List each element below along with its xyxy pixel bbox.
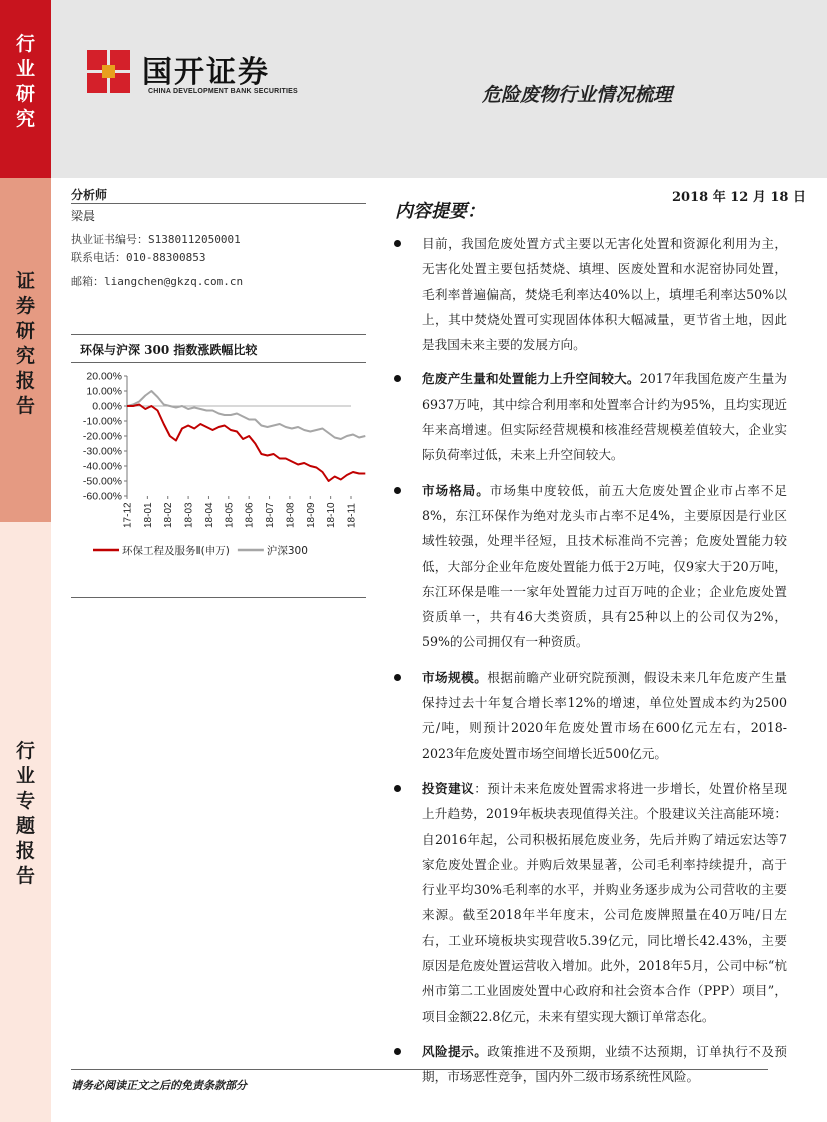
- y-tick-label: 10.00%: [86, 385, 122, 398]
- y-axis: [83, 371, 127, 503]
- report-title: 危险废物行业情况梳理: [482, 84, 673, 106]
- summary-title: 内容提要：: [395, 201, 485, 222]
- chart-title: 环保与沪深 300 指数涨跌幅比较: [80, 343, 258, 357]
- company-name-en: CHINA DEVELOPMENT BANK SECURITIES: [148, 88, 298, 95]
- analyst-email[interactable]: 邮箱：liangchen@gkzq.com.cn: [71, 275, 244, 288]
- y-tick-label: 20.00%: [86, 370, 122, 383]
- side-label-char: 题: [15, 815, 35, 837]
- x-tick-label: 17-12: [122, 502, 134, 528]
- side-label-char: 研: [15, 320, 35, 342]
- bullet-text: 2017年我国危废产生量为6937万吨，其中综合利用率和处置率合计约为95%，且均实现近年来高增速。但实际经营规模和核准经营规模差值较大，企业实际负荷率过低，未来上升空间较大。: [422, 371, 788, 463]
- bullet-lead: 风险提示。: [422, 1043, 488, 1059]
- side-label-char: 证: [15, 270, 35, 292]
- bullet-text: 政策推进不及预期，业绩不达预期，订单执行不及预期，市场恶性竞争，国内外二级市场系统性风险。: [422, 1043, 788, 1085]
- side-label-char: 业: [15, 58, 35, 80]
- divider: [71, 362, 366, 363]
- side-label-char: 行: [15, 740, 35, 762]
- x-tick-label: 18-09: [305, 502, 317, 528]
- y-tick-label: 0.00%: [92, 400, 122, 413]
- company-logo-icon: [87, 50, 130, 93]
- divider: [71, 203, 366, 204]
- summary-bullet: [393, 231, 787, 357]
- side-label-char: 业: [15, 765, 35, 787]
- side-label-special-report: [0, 742, 51, 892]
- x-tick-label: 18-03: [183, 502, 195, 528]
- summary-bullet: [393, 776, 787, 1029]
- legend-label: 沪深300: [266, 545, 308, 557]
- bullet-text: 根据前瞻产业研究院预测，假设未来几年危废产生量保持过去十年复合增长率12%的增速，单位处置成本约为2500元/吨，则预计2020年危废处置市场在600亿元左右，2018-2023年危废处置市场空间增长近500亿元。: [422, 669, 788, 761]
- bullet-text: 目前，我国危废处置方式主要以无害化处置和资源化利用为主，无害化处置主要包括焚烧、填埋、医废处置和水泥窑协同处置，毛利率普遍偏高，焚烧毛利率达40%以上，填埋毛利率达50%以上，其中焚烧处置可实现固体体积大幅减量，更节省土地，因此是我国未来主要的发展方向。: [422, 236, 787, 353]
- company-name-cn: 国开证券: [142, 55, 270, 90]
- series-line: [127, 405, 365, 482]
- disclaimer-note: 请务必阅读正文之后的免责条款部分: [71, 1079, 247, 1092]
- y-tick-label: -40.00%: [82, 460, 122, 473]
- bullet-text: 市场集中度较低，前五大危废处置企业市占率不足8%，东江环保作为绝对龙头市占率不足4%，主要原因是行业区域性较强，处理半径短，且技术标准尚不完善；危废处置能力较低，大部分企业年危废处置能力低于2万吨，仅9家大于20万吨，东江环保是唯一一家年处置能力过百万吨的企业；企业危废处置资质单一，共有46大类资质，具有25种以上的公司仅为2%，59%的公司拥仅有一种资质。: [422, 482, 788, 650]
- x-tick-label: 18-06: [244, 502, 256, 528]
- side-label-char: 研: [15, 83, 35, 105]
- bullet-dot-icon: [394, 240, 401, 247]
- side-label-char: 专: [15, 790, 35, 812]
- chart-series: [127, 391, 365, 481]
- x-tick-label: 18-11: [346, 503, 358, 528]
- bullet-dot-icon: [394, 375, 401, 382]
- report-date: 2018 年 12 月 18 日: [672, 190, 806, 205]
- side-label-securities-report: [0, 272, 51, 422]
- x-tick-label: 18-01: [142, 502, 154, 528]
- x-tick-label: 18-02: [163, 502, 175, 528]
- y-tick-label: -50.00%: [82, 475, 122, 488]
- x-tick-label: 18-10: [326, 502, 338, 528]
- bullet-lead: 市场规模。: [422, 669, 488, 685]
- x-tick-label: 18-04: [203, 502, 215, 528]
- summary-bullet: [393, 366, 787, 467]
- y-tick-label: -10.00%: [82, 415, 122, 428]
- divider: [71, 334, 366, 335]
- analyst-name: 梁晨: [71, 209, 96, 223]
- bullet-lead: 投资建议: [422, 780, 475, 796]
- index-comparison-chart: [71, 366, 366, 566]
- side-label-char: 报: [15, 840, 35, 862]
- side-label-char: 告: [15, 865, 35, 887]
- bullet-text: ：预计未来危废处置需求将进一步增长，处置价格呈现上升趋势，2019年板块表现值得关注。个股建议关注高能环境：自2016年起，公司积极拓展危废业务，先后并购了靖远宏达等7家危废处置企业。并购后效果显著，公司毛利率持续提升，高于行业平均30%毛利率的水平，并购业务逐步成为公司营收的主要来源。截至2018年半年度末，公司危废牌照量在40万吨/日左右，工业环境板块实现营收5.39亿元，同比增长42.43%，主要原因是危废处置运营收入增加。此外，2018年5月，公司中标“杭州市第二工业固废处置中心政府和社会资本合作（PPP）项目”，项目金额22.8亿元，未来有望实现大额订单常态化。: [422, 780, 788, 1024]
- divider: [71, 597, 366, 598]
- analyst-label: 分析师: [71, 188, 108, 202]
- legend-label: 环保工程及服务Ⅱ(申万): [122, 545, 230, 557]
- bullet-dot-icon: [394, 785, 401, 792]
- x-axis: [123, 406, 358, 528]
- bullet-dot-icon: [394, 487, 401, 494]
- bullet-dot-icon: [394, 674, 401, 681]
- side-label-char: 究: [15, 345, 35, 367]
- summary-bullet: [393, 665, 787, 766]
- side-label-char: 究: [15, 108, 35, 130]
- x-tick-label: 18-07: [265, 502, 277, 528]
- side-label-char: 告: [15, 395, 35, 417]
- side-label-industry-research: [0, 35, 51, 135]
- summary-bullet-list: [393, 231, 787, 1100]
- chart-legend: [93, 544, 308, 557]
- series-line: [127, 391, 365, 439]
- x-tick-label: 18-08: [285, 502, 297, 528]
- side-label-char: 报: [15, 370, 35, 392]
- analyst-phone: 联系电话：010-88300853: [71, 251, 206, 264]
- side-label-char: 券: [15, 295, 35, 317]
- footer-divider: [71, 1069, 768, 1070]
- bullet-lead: 危废产生量和处置能力上升空间较大。: [422, 371, 640, 387]
- bullet-lead: 市场格局。: [422, 482, 490, 498]
- y-tick-label: -30.00%: [82, 445, 122, 458]
- side-label-char: 行: [15, 33, 35, 55]
- y-tick-label: -60.00%: [82, 490, 122, 503]
- y-tick-label: -20.00%: [82, 430, 122, 443]
- summary-bullet: [393, 1039, 787, 1090]
- bullet-dot-icon: [394, 1048, 401, 1055]
- analyst-cert: 执业证书编号：S1380112050001: [71, 233, 241, 246]
- x-tick-label: 18-05: [224, 502, 236, 528]
- summary-bullet: [393, 478, 787, 655]
